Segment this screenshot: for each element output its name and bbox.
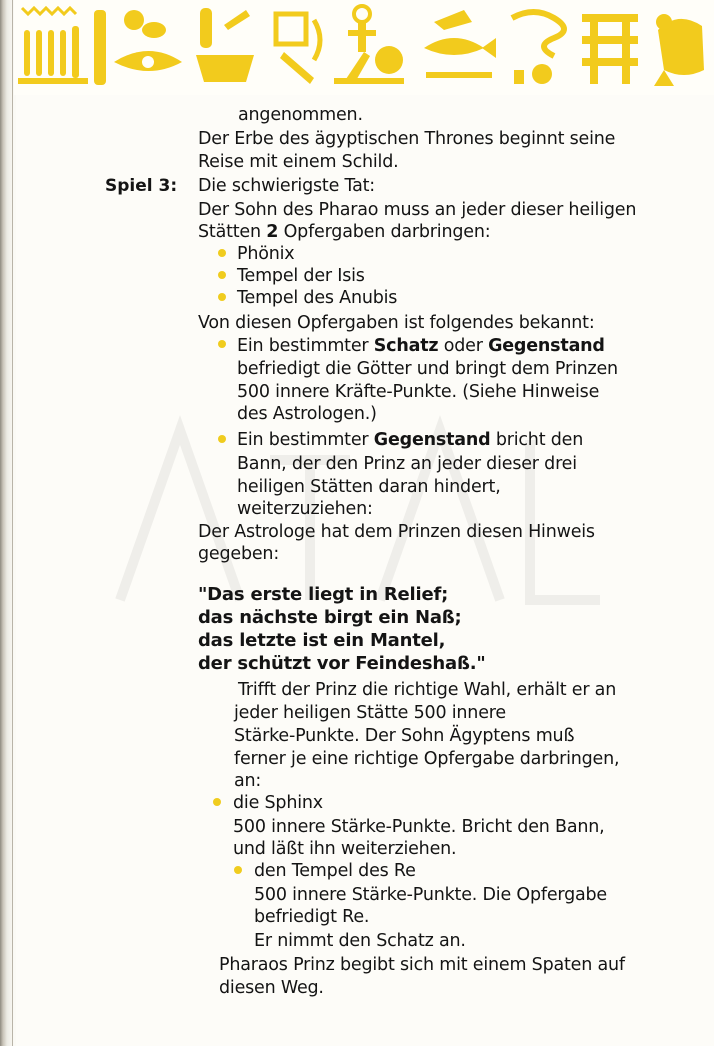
- re-line-2: 500 innere Stärke-Punkte. Die Opfergabe: [254, 885, 607, 905]
- place-item-3: Tempel des Anubis: [237, 288, 398, 308]
- riddle-line-2: das nächste birgt ein Naß;: [198, 607, 462, 628]
- hieroglyph-band-icon: [14, 0, 714, 95]
- text-segment: Opfergaben darbringen:: [278, 222, 491, 242]
- intro-line-2: Der Erbe des ägyptischen Thrones beginnt seine: [198, 129, 616, 149]
- ending-line-1: Pharaos Prinz begibt sich mit einem Spaten auf: [219, 955, 625, 975]
- place-item-2: Tempel der Isis: [237, 266, 365, 286]
- fact-1-line-2: befriedigt die Götter und bringt dem Prinzen: [237, 359, 618, 379]
- fact-2-line-3: heiligen Stätten daran hindert,: [237, 477, 501, 497]
- place-item-1: Phönix: [237, 244, 295, 264]
- intro-line-3: Reise mit einem Schild.: [198, 152, 399, 172]
- bullet-icon: [218, 293, 226, 301]
- astrologer-line-2: gegeben:: [198, 544, 280, 564]
- fact-2-line-4: weiterzuziehen:: [237, 499, 373, 519]
- riddle-line-3: das letzte ist ein Mantel,: [198, 630, 446, 651]
- bullet-icon: [218, 435, 226, 443]
- fact-2-line-1: [237, 429, 583, 451]
- bullet-icon: [234, 866, 242, 874]
- keyword-gegenstand: Gegenstand: [488, 336, 605, 356]
- choice-line-4: ferner je eine richtige Opfergabe darbringen,: [234, 749, 620, 769]
- text-segment: bricht den: [490, 430, 584, 450]
- keyword-gegenstand: Gegenstand: [373, 430, 491, 450]
- spiel-3-label: Spiel 3:: [105, 176, 178, 196]
- text-segment: Ein bestimmter: [237, 430, 374, 450]
- hieroglyph-header: [14, 0, 714, 95]
- choice-line-2: jeder heiligen Stätte 500 innere: [234, 703, 506, 723]
- riddle-line-4: der schützt vor Feindeshaß.": [198, 653, 486, 674]
- bullet-icon: [218, 249, 226, 257]
- fact-2-line-2: Bann, der den Prinz an jeder dieser drei: [237, 454, 577, 474]
- spiel-3-line-1: Die schwierigste Tat:: [198, 176, 375, 196]
- choice-line-3: Stärke-Punkte. Der Sohn Ägyptens muß: [234, 726, 575, 746]
- re-line-3: befriedigt Re.: [254, 907, 370, 927]
- keyword-schatz: Schatz: [373, 336, 439, 356]
- sphinx-title: die Sphinx: [233, 793, 323, 813]
- fact-1-line-3: 500 innere Kräfte-Punkte. (Siehe Hinweise: [237, 382, 600, 402]
- fact-1-line-1: [237, 335, 605, 357]
- intro-line-1: angenommen.: [238, 105, 363, 125]
- re-title: den Tempel des Re: [254, 861, 416, 881]
- bullet-icon: [218, 340, 226, 348]
- known-line: Von diesen Opfergaben ist folgendes bekannt:: [198, 313, 595, 333]
- bullet-icon: [218, 271, 226, 279]
- riddle-line-1: "Das erste liegt in Relief;: [198, 584, 449, 605]
- ending-line-2: diesen Weg.: [219, 978, 324, 998]
- manual-page-body: [0, 100, 714, 1000]
- sphinx-line-2: 500 innere Stärke-Punkte. Bricht den Bann,: [233, 817, 605, 837]
- astrologer-line-1: Der Astrologe hat dem Prinzen diesen Hinweis: [198, 522, 595, 542]
- text-segment: oder: [438, 336, 489, 356]
- text-segment: Stätten: [198, 222, 267, 242]
- fact-1-line-4: des Astrologen.): [237, 404, 377, 424]
- choice-line-5: an:: [234, 771, 262, 791]
- bullet-icon: [213, 798, 221, 806]
- spiel-3-line-3: [198, 221, 490, 243]
- sphinx-line-3: und läßt ihn weiterziehen.: [233, 839, 457, 859]
- choice-line-1: Trifft der Prinz die richtige Wahl, erhält er an: [238, 680, 617, 700]
- text-segment: Ein bestimmter: [237, 336, 374, 356]
- re-line-4: Er nimmt den Schatz an.: [254, 931, 466, 951]
- spiel-3-line-2: Der Sohn des Pharao muss an jeder dieser heiligen: [198, 200, 637, 220]
- offering-count: 2: [266, 222, 279, 242]
